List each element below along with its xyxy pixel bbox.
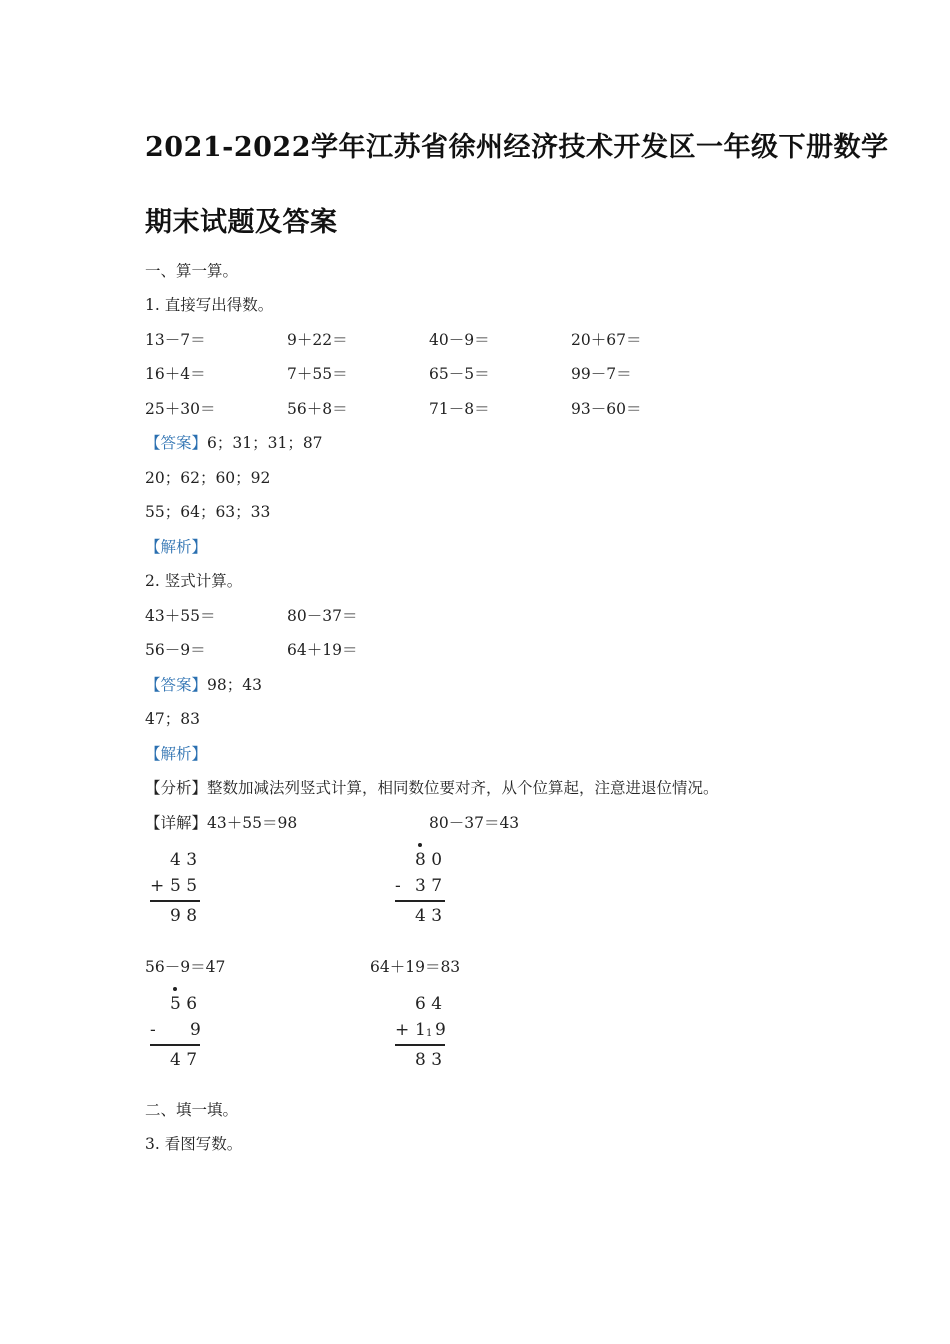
question-3-label: 3. 看图写数。 [145, 1135, 243, 1153]
vc-result: 4 3 [415, 906, 443, 926]
xiangjie-tag: 【详解】 [145, 814, 208, 832]
answer-tag: 【答案】 [145, 676, 208, 694]
equation: 56－9＝47 [145, 958, 226, 976]
vc-middle: 9 [190, 1020, 201, 1040]
question-2-label: 2. 竖式计算。 [145, 572, 243, 590]
vc-carry: 1 [426, 1028, 433, 1039]
q1-item: 20＋67＝ [571, 331, 642, 349]
q1-item: 16＋4＝ [145, 365, 206, 383]
vc-middle-ones: 9 [435, 1020, 446, 1040]
section-heading-2: 二、填一填。 [145, 1101, 239, 1119]
analysis-tag: 【解析】 [145, 745, 208, 763]
q1-answer-line: 20；62；60；92 [145, 469, 271, 487]
vc-rule [150, 900, 200, 902]
vc-top: 8 0 [415, 850, 443, 870]
vc-result: 4 7 [170, 1050, 198, 1070]
vc-result: 9 8 [170, 906, 198, 926]
fenxi-line [145, 776, 719, 798]
q1-answer-line: 55；64；63；33 [145, 503, 271, 521]
q1-item: 25＋30＝ [145, 400, 216, 418]
question-1-label: 1. 直接写出得数。 [145, 296, 274, 314]
vc-middle: 3 7 [415, 876, 443, 896]
fenxi-text: 整数加减法列竖式计算，相同数位要对齐，从个位算起，注意进退位情况。 [207, 779, 719, 797]
answer-text: 6；31；31；87 [207, 434, 323, 452]
q1-item: 71－8＝ [429, 400, 490, 418]
q2-item: 80－37＝ [287, 607, 358, 625]
borrow-dot [418, 843, 422, 847]
equation: 64＋19＝83 [370, 958, 461, 976]
vc-operator: - [150, 1020, 156, 1040]
vc-top: 4 3 [170, 850, 198, 870]
q1-answer-line [145, 431, 323, 453]
fenxi-tag: 【分析】 [145, 779, 208, 797]
vc-operator: - [395, 876, 401, 896]
q1-item: 7＋55＝ [287, 365, 348, 383]
q2-answer-line [145, 673, 262, 695]
answer-text: 98；43 [207, 676, 262, 694]
q2-item: 56－9＝ [145, 641, 206, 659]
q2-answer-line: 47；83 [145, 710, 200, 728]
vc-middle-tens: 1 [415, 1020, 426, 1040]
equation: 43＋55＝98 [207, 814, 298, 832]
q2-item: 64＋19＝ [287, 641, 358, 659]
vertical-calc-3 [150, 992, 210, 1074]
vc-middle: 5 5 [170, 876, 198, 896]
vc-operator: + [150, 876, 165, 896]
q1-item: 9＋22＝ [287, 331, 348, 349]
xiangjie-line [145, 811, 297, 833]
vertical-calc-1 [150, 848, 210, 930]
doc-title-line2: 期末试题及答案 [145, 207, 338, 238]
answer-tag: 【答案】 [145, 434, 208, 452]
section-heading-1: 一、算一算。 [145, 262, 239, 280]
vc-rule [395, 900, 445, 902]
vc-result: 8 3 [415, 1050, 443, 1070]
q1-item: 93－60＝ [571, 400, 642, 418]
vc-rule [395, 1044, 445, 1046]
vc-top: 6 4 [415, 994, 443, 1014]
vertical-calc-4 [395, 992, 455, 1074]
vc-operator: + [395, 1020, 410, 1040]
doc-title-line1: 2021-2022学年江苏省徐州经济技术开发区一年级下册数学 [145, 132, 889, 163]
q1-item: 13－7＝ [145, 331, 206, 349]
q1-item: 40－9＝ [429, 331, 490, 349]
q2-item: 43＋55＝ [145, 607, 216, 625]
equation: 80－37＝43 [429, 814, 520, 832]
vertical-calc-2 [395, 848, 455, 930]
q1-item: 56＋8＝ [287, 400, 348, 418]
vc-top: 5 6 [170, 994, 198, 1014]
borrow-dot [173, 987, 177, 991]
vc-rule [150, 1044, 200, 1046]
q1-item: 99－7＝ [571, 365, 632, 383]
analysis-tag: 【解析】 [145, 538, 208, 556]
q1-item: 65－5＝ [429, 365, 490, 383]
